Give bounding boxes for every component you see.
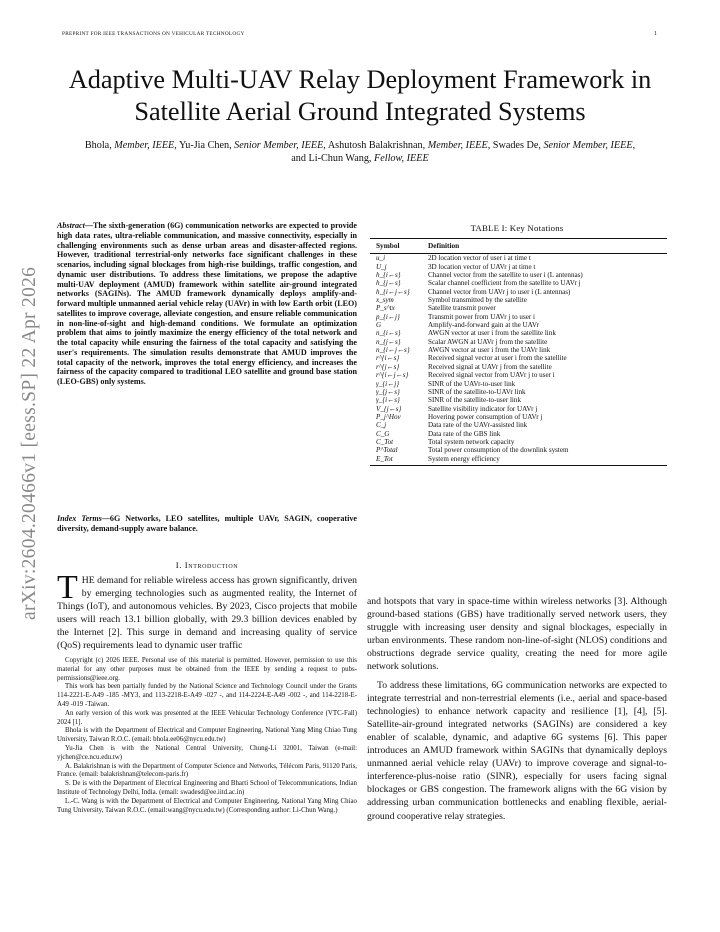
table-row bbox=[370, 354, 667, 362]
table-caption: TABLE I: Key Notations bbox=[470, 223, 564, 233]
paragraph: and hotspots that vary in space-time within wireless networks [3]. Although ground-based stations (GBS) have traditionally served network users, they struggle with increasing user density and signal blockages, especially in urban environments. These random non-line-of-sight (NLOS) conditions and obstructions degrade service quality, creating the need for more agile network solutions. bbox=[367, 596, 667, 673]
notation-symbol: n_{j←s} bbox=[376, 337, 401, 346]
author-list: Bhola, Member, IEEE, Yu-Jia Chen, Senior Member, IEEE, Ashutosh Balakrishnan, Member, IEEE, Swades De, Senior Member, IEEE, and Li-Chun Wang, Fellow, IEEE bbox=[84, 140, 636, 164]
notation-symbol: n_{i←s} bbox=[376, 329, 401, 338]
notation-symbol: U_j bbox=[376, 262, 387, 271]
notation-definition: Satellite visibility indicator for UAVr j bbox=[428, 404, 538, 413]
table-row bbox=[370, 271, 667, 279]
table-header-symbol: Symbol bbox=[376, 241, 400, 250]
intro-paragraph: THE demand for reliable wireless access has grown significantly, driven by emerging technologies such as augmented reality, the Internet of Things (IoT), and autonomous vehicles. By 2023, Cisco projects that mobile users will reach 13.1 billion globally, with 29.3 billion devices enabled by the Internet [2]. This surge in demand and increasing quality of service (QoS) requirements lead to dynamic user traffic bbox=[57, 569, 357, 652]
table-row bbox=[370, 338, 667, 346]
notation-definition: 2D location vector of user i at time t bbox=[428, 254, 531, 263]
notation-symbol: γ_{i←s} bbox=[376, 396, 400, 405]
table-row bbox=[370, 413, 667, 421]
notation-symbol: h_{i←s} bbox=[376, 271, 401, 280]
drop-cap: T bbox=[57, 569, 78, 606]
table-row bbox=[370, 263, 667, 271]
footnote: S. De is with the Department of Electrical Engineering and Bharti School of Telecommunications, Indian Institute of Technology Delhi, India. (email: swadesd@ee.iitd.ac.in) bbox=[57, 780, 357, 796]
table-row bbox=[370, 346, 667, 354]
notation-symbol: n_{i←j←s} bbox=[376, 346, 410, 355]
notation-symbol: r^{j←s} bbox=[376, 362, 400, 371]
table-row bbox=[370, 313, 667, 321]
table-row bbox=[370, 321, 667, 329]
notation-symbol: C_j bbox=[376, 421, 387, 430]
right-column-text bbox=[367, 595, 667, 828]
notation-definition: AWGN vector at user i from the satellite link bbox=[428, 329, 556, 338]
notation-symbol: r^{i←j←s} bbox=[376, 371, 409, 380]
footnote: A. Balakrishnan is with the Department of Computer Science and Networks, Télécom Paris, 91120 Paris, France. (email: balakrishnan@telecom-paris.fr) bbox=[57, 762, 357, 779]
table-row bbox=[370, 388, 667, 396]
notation-definition: Received signal vector from UAVr j to user i bbox=[428, 371, 555, 380]
notation-definition: Satellite transmit power bbox=[428, 304, 496, 313]
notation-definition: Channel vector from UAVr j to user i (L antennas) bbox=[428, 287, 571, 296]
notation-symbol: γ_{i←j} bbox=[376, 379, 400, 388]
table-header-definition: Definition bbox=[428, 241, 460, 250]
notation-definition: SINR of the UAVr-to-user link bbox=[428, 379, 516, 388]
notation-definition: Scalar AWGN at UAVr j from the satellite bbox=[428, 337, 548, 346]
table-row bbox=[370, 438, 667, 446]
arxiv-stamp: arXiv:2604.20466v1 [eess.SP] 22 Apr 2026 bbox=[19, 266, 40, 620]
table-row bbox=[370, 446, 667, 454]
footnote: An early version of this work was presented at the IEEE Vehicular Technology Conference (VTC-Fall) 2024 [1]. bbox=[57, 709, 357, 726]
footnote: This work has been partially funded by the National Science and Technology Council under the Grants 114-2221-E-A49 -185 -MY3, and 113-2218-E-A49 -027 -, and 114-2224-E-A49 -002 -, and 114-2218-E-A49 -019 -Taiwan. bbox=[57, 683, 357, 708]
index-terms: Index Terms—6G Networks, LEO satellites, multiple UAVr, SAGIN, cooperative diversity, demand-supply aware balance. bbox=[57, 514, 357, 533]
notation-symbol: E_Tot bbox=[370, 455, 428, 466]
table-row bbox=[370, 254, 667, 263]
notation-definition: 3D location vector of UAVr j at time t bbox=[428, 262, 536, 271]
table-row bbox=[370, 421, 667, 429]
notation-definition: Data rate of the GBS link bbox=[428, 429, 501, 438]
notation-symbol: P_s^tx bbox=[376, 304, 395, 313]
notation-symbol: r^{i←s} bbox=[376, 354, 400, 363]
abstract: Abstract—The sixth-generation (6G) communication networks are expected to provide high data rates, ultra-reliable communication, and massive connectivity, especially in challenging environments such as dense urban areas and disaster-affected regions. However, traditional terrestrial-only networks face significant challenges in these scenarios, including signal blockages from high-rise buildings, traffic congestion, and dynamic user distributions. To address these limitations, we propose the adaptive multi-UAV deployment (AMUD) framework within satellite air-ground integrated networks (SAGINs). The AMUD framework dynamically deploys amplify-and-forward multiple unmanned aerial vehicle relay (UAVr) in with low Earth orbit (LEO) satellites to improve coverage, alleviate congestion, and ensure reliable communication in non-line-of-sight and high-demand conditions. We formulate an optimization problem that aims to jointly maximize the energy efficiency of the total network and the total capacity while ensuring the fairness of the total capacity and satisfying the user's requirements. The simulation results demonstrate that AMUD improves the total capacity of the network, improves the total energy efficiency, and increases the fairness of the capacity compared to traditional LEO satellite and ground base station (LEO-GBS) only systems. bbox=[57, 221, 357, 386]
notation-definition: Transmit power from UAVr j to user i bbox=[428, 312, 535, 321]
footnotes bbox=[57, 657, 357, 815]
notation-symbol: h_{j←s} bbox=[376, 279, 401, 288]
notation-symbol: p_{i←j} bbox=[376, 312, 400, 321]
table-row bbox=[370, 455, 667, 466]
notation-symbol: V_{j←s} bbox=[376, 404, 402, 413]
table-row bbox=[370, 405, 667, 413]
notation-symbol: h_{i←j←s} bbox=[376, 287, 410, 296]
table-row bbox=[370, 304, 667, 312]
paragraph: To address these limitations, 6G communication networks are expected to integrate terrestrial and non-terrestrial elements (i.e., aerial and space-based technologies) to enhance network capacity and resilience [1], [4], [5]. Satellite-air-ground integrated networks (SAGINs) are considered a key enabler of scalable, dynamic, and adaptive 6G systems [6]. This paper introduces an AMUD framework within SAGINs that dynamically deploys unmanned aerial vehicle relay (UAVr) to improve coverage and signal-to-interference-plus-noise ratio (SINR), especially for users facing signal blockages or GBS congestion. The framework aligns with the 6G vision by addressing urban communication bottlenecks and enabling flexible, aerial-ground cooperative relay strategies. bbox=[367, 679, 667, 822]
notation-symbol: x_sym bbox=[376, 296, 394, 305]
notation-definition: Received signal at UAVr j from the satellite bbox=[428, 362, 552, 371]
table-row bbox=[370, 329, 667, 337]
footnote: Yu-Jia Chen is with the National Central University, Chung-Li 32001, Taiwan (e-mail: yjchen@ce.ncu.edu.tw) bbox=[57, 744, 357, 761]
table-row bbox=[370, 288, 667, 296]
footnote: Copyright (c) 2026 IEEE. Personal use of this material is permitted. However, permission to use this material for any other purposes must be obtained from the IEEE by sending a request to pubs-permissions@ieee.org. bbox=[57, 657, 357, 682]
notation-symbol: C_G bbox=[376, 429, 390, 438]
notation-symbol: P^Total bbox=[376, 446, 398, 455]
page-number: 1 bbox=[654, 31, 657, 37]
footnote: Bhola is with the Department of Electrical and Computer Engineering, National Yang Ming Chiao Tung University, Taiwan R.O.C. (email: bhola.ee06@nycu.edu.tw) bbox=[57, 727, 357, 744]
notation-definition: Data rate of the UAVr-assisted link bbox=[428, 421, 528, 430]
table-row bbox=[370, 380, 667, 388]
notation-definition: Hovering power consumption of UAVr j bbox=[428, 412, 543, 421]
paper-title: Adaptive Multi-UAV Relay Deployment Framework in Satellite Aerial Ground Integrated Systems bbox=[68, 65, 652, 126]
notation-definition: Channel vector from the satellite to user i (L antennas) bbox=[428, 271, 583, 280]
table-row bbox=[370, 363, 667, 371]
notation-definition: Total system network capacity bbox=[428, 437, 515, 446]
notation-symbol: u_i bbox=[376, 254, 386, 263]
notation-symbol: P_j^Hov bbox=[376, 412, 401, 421]
notation-definition: Scalar channel coefficient from the satellite to UAVr j bbox=[428, 279, 581, 288]
notation-definition: Symbol transmitted by the satellite bbox=[428, 296, 527, 305]
notation-definition: Received signal vector at user i from the satellite bbox=[428, 354, 567, 363]
table-row bbox=[370, 279, 667, 287]
table-row bbox=[370, 296, 667, 304]
notation-symbol: C_Tot bbox=[376, 437, 394, 446]
table-row bbox=[370, 430, 667, 438]
notation-table bbox=[370, 238, 667, 466]
notation-definition: SINR of the satellite-to-user link bbox=[428, 396, 521, 405]
notation-definition: AWGN vector at user i from the UAVr link bbox=[428, 346, 551, 355]
notation-definition: Total power consumption of the downlink system bbox=[428, 446, 569, 455]
section-heading: I. Introduction bbox=[175, 560, 239, 570]
table-row bbox=[370, 371, 667, 379]
notation-definition: System energy efficiency bbox=[428, 455, 667, 466]
notation-definition: SINR of the satellite-to-UAVr link bbox=[428, 387, 526, 396]
notation-definition: Amplify-and-forward gain at the UAVr bbox=[428, 321, 539, 330]
footnote: L.-C. Wang is with the Department of Electrical and Computer Engineering, National Yang Ming Chiao Tung University, Taiwan R.O.C. (email:wang@nycu.edu.tw) (Corresponding author: Li-Chun Wang.) bbox=[57, 797, 357, 814]
notation-symbol: G bbox=[376, 321, 382, 330]
running-header: PREPRINT FOR IEEE TRANSACTIONS ON VEHICULAR TECHNOLOGY bbox=[62, 31, 245, 37]
table-row bbox=[370, 396, 667, 404]
notation-symbol: γ_{j←s} bbox=[376, 387, 400, 396]
